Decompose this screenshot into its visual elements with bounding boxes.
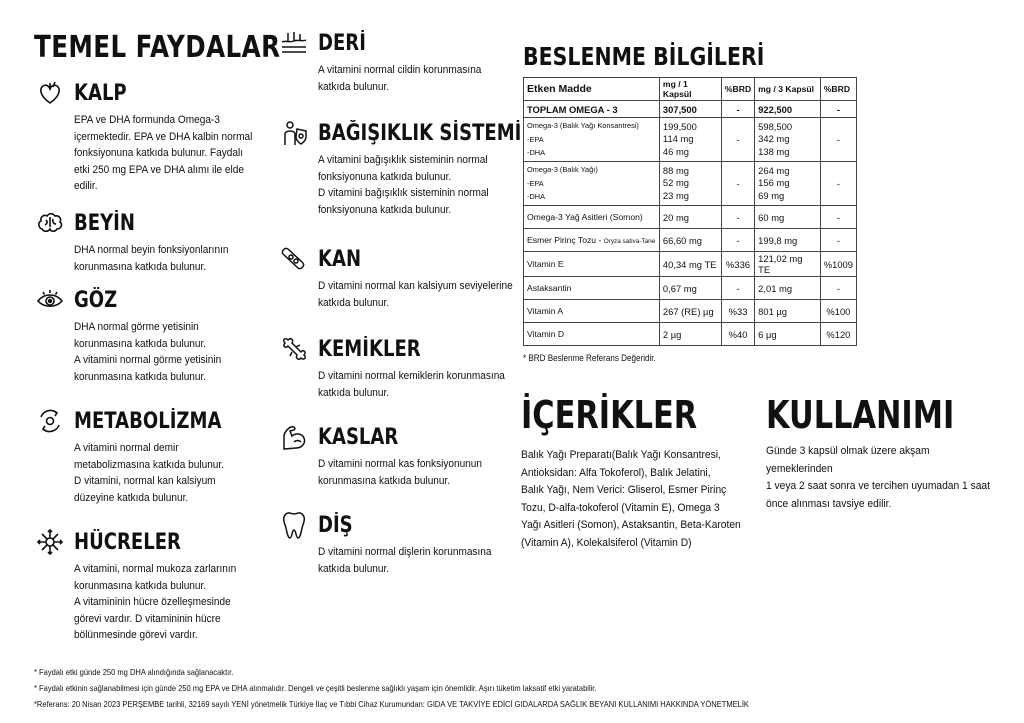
table-cell: - (721, 229, 754, 252)
section-text: DHA normal görme yetisinin korunmasına katkıda bulunur. A vitamini normal görme yetisinin korunmasına katkıda bulunur. (74, 321, 222, 383)
table-cell: 0,67 mg (659, 277, 721, 300)
section-title: BAĞIŞIKLIK SİSTEMİ (318, 120, 522, 146)
table-cell: 598,500 342 mg 138 mg (755, 118, 821, 162)
section-text: A vitamini bağışıklık sisteminin normal fonksiyonuna katkıda bulunur. D vitamini bağışıklık sisteminin normal fonksiyonuna katkıda bulunur. (318, 154, 489, 216)
table-cell: 922,500 (755, 101, 821, 118)
footnote: *Referans: 20 Nisan 2023 PERŞEMBE tarihli, 32169 sayılı YENİ yönetmelik Türkiye İlaç ve Tıbbi Cihaz Kurumundan: GIDA VE TAKVİYE EDİCİ GIDALARDA SAĞLIK BEYANI KULLANIMI HAKKINDA YÖNETMELİK (34, 699, 749, 709)
section-title: KALP (74, 80, 127, 106)
table-cell (524, 162, 660, 206)
table-header: mg / 1 Kapsül (659, 78, 721, 101)
immune-icon (278, 118, 310, 148)
cells-icon (34, 527, 66, 557)
section-title: DİŞ (318, 512, 353, 538)
table-cell: 2,01 mg (755, 277, 821, 300)
eye-icon (34, 285, 66, 315)
ingredients-title: İÇERİKLER (521, 393, 698, 437)
table-cell: - (721, 277, 754, 300)
table-cell: %33 (721, 300, 754, 323)
table-cell: 88 mg 52 mg 23 mg (659, 162, 721, 206)
table-cell: - (820, 206, 856, 229)
table-header: Etken Madde (524, 78, 660, 101)
section-text: D vitamini normal kan kalsiyum seviyelerine katkıda bulunur. (318, 280, 513, 309)
table-cell: 20 mg (659, 206, 721, 229)
table-cell: - (820, 162, 856, 206)
table-row (524, 162, 857, 206)
nutrition-title: BESLENME BİLGİLERİ (523, 42, 765, 71)
section-eye (34, 285, 294, 385)
table-cell: Omega-3 Yağ Asitleri (Somon) (524, 206, 660, 229)
table-cell: Vitamin D (524, 323, 660, 346)
table-cell: - (721, 101, 754, 118)
footnote: * Faydalı etki günde 250 mg DHA alındığında sağlanacaktır. (34, 667, 234, 677)
table-cell: Vitamin E (524, 252, 660, 277)
section-cells (34, 527, 294, 644)
table-cell: 6 µg (755, 323, 821, 346)
cell-sublabel: Oryza sativa-Tane (603, 238, 656, 245)
table-row (524, 252, 857, 277)
table-cell: 264 mg 156 mg 69 mg (755, 162, 821, 206)
section-title: KASLAR (318, 424, 399, 450)
nutrition-table (523, 77, 857, 346)
table-header: mg / 3 Kapsül (755, 78, 821, 101)
section-title: DERİ (318, 30, 366, 56)
table-cell: %100 (820, 300, 856, 323)
table-cell: %40 (721, 323, 754, 346)
table-cell: %336 (721, 252, 754, 277)
table-cell: - (721, 162, 754, 206)
usage-title: KULLANIMI (766, 393, 955, 437)
table-cell: 60 mg (755, 206, 821, 229)
ingredients-text: Balık Yağı Preparatı(Balık Yağı Konsantresi, Antioksidan: Alfa Tokoferol), Balık Jelatini, Balık Yağı, Nem Verici: Gliserol, Esmer Pirinç Tozu, D-alfa-tokoferol (Vitamin E), Omega 3 Yağı Asitleri (Somon), Astaksantin, Beta-Karoten (Vitamin A), Kolekalsiferol (Vitamin D) (521, 449, 741, 549)
table-cell: 199,8 mg (755, 229, 821, 252)
section-heart (34, 78, 294, 195)
table-cell: 2 µg (659, 323, 721, 346)
table-cell: - (820, 101, 856, 118)
table-cell: %120 (820, 323, 856, 346)
section-text: D vitamini normal kemiklerin korunmasına katkıda bulunur. (318, 370, 505, 399)
cell-label: Esmer Pirinç Tozu - (527, 235, 604, 245)
section-title: BEYİN (74, 210, 135, 236)
table-cell: 121,02 mg TE (755, 252, 821, 277)
table-row (524, 118, 857, 162)
heart-icon (34, 78, 66, 108)
page-title: TEMEL FAYDALAR (34, 30, 281, 65)
table-cell: - (820, 118, 856, 162)
cell-label: Omega-3 (Balık Yağı) -EPA -DHA (527, 165, 598, 202)
table-cell: 267 (RE) µg (659, 300, 721, 323)
table-row (524, 206, 857, 229)
section-text: A vitamini normal cildin korunmasına katkıda bulunur. (318, 64, 482, 93)
section-text: DHA normal beyin fonksiyonlarının korunmasına katkıda bulunur. (74, 244, 229, 273)
brain-icon (34, 208, 66, 238)
tooth-icon (278, 510, 310, 540)
usage-text: Günde 3 kapsül olmak üzere akşam yemeklerinden 1 veya 2 saat sonra ve tercihen uyumadan 1 saat önce alınması tavsiye edilir. (766, 445, 990, 510)
table-cell: - (820, 277, 856, 300)
section-text: A vitamini, normal mukoza zarlarının korunmasına katkıda bulunur. A vitamininin hücre özelleşmesinde görevi vardır. D vitamininin hücre bölünmesinde görevi vardır. (74, 563, 237, 642)
table-cell: %1009 (820, 252, 856, 277)
table-cell: 40,34 mg TE (659, 252, 721, 277)
table-row (524, 101, 857, 118)
section-brain (34, 208, 294, 275)
section-title: HÜCRELER (74, 529, 181, 555)
table-cell (524, 229, 660, 252)
table-cell: - (820, 229, 856, 252)
section-tooth (278, 510, 538, 577)
table-cell: TOPLAM OMEGA - 3 (524, 101, 660, 118)
section-muscles (278, 422, 538, 489)
table-cell: 66,60 mg (659, 229, 721, 252)
section-text: A vitamini normal demir metabolizmasına katkıda bulunur. D vitamini, normal kan kalsiyum düzeyine katkıda bulunur. (74, 442, 225, 504)
section-title: METABOLİZMA (74, 408, 222, 434)
brd-note: * BRD Beslenme Referans Değeridir. (523, 353, 656, 363)
table-row (524, 229, 857, 252)
section-title: GÖZ (74, 287, 118, 313)
table-row (524, 323, 857, 346)
section-skin (278, 28, 538, 95)
table-cell: - (721, 206, 754, 229)
section-metabolism (34, 406, 294, 506)
section-blood (278, 244, 538, 311)
table-cell: 307,500 (659, 101, 721, 118)
section-text: D vitamini normal kas fonksiyonunun korunmasına katkıda bulunur. (318, 458, 482, 487)
footnote: * Faydalı etkinin sağlanabilmesi için günde 250 mg EPA ve DHA alınmalıdır. Dengeli ve çeşitli beslenme sağlıklı yaşam için önemlidir. Aşırı tüketim laksatif etki yaratabilir. (34, 683, 597, 693)
table-cell: 199,500 114 mg 46 mg (659, 118, 721, 162)
table-cell (524, 118, 660, 162)
table-header: %BRD (721, 78, 754, 101)
table-row (524, 277, 857, 300)
table-cell: Vitamin A (524, 300, 660, 323)
section-title: KAN (318, 246, 362, 272)
table-header-row (524, 78, 857, 101)
skin-icon (278, 28, 310, 58)
table-header: %BRD (820, 78, 856, 101)
muscle-icon (278, 422, 310, 452)
bone-icon (278, 334, 310, 364)
section-bones (278, 334, 538, 401)
table-cell: 801 µg (755, 300, 821, 323)
table-row (524, 300, 857, 323)
blood-icon (278, 244, 310, 274)
table-cell: - (721, 118, 754, 162)
section-text: EPA ve DHA formunda Omega-3 içermektedir. EPA ve DHA kalbin normal fonksiyonuna katkıda bulunur. Faydalı etki 250 mg EPA ve DHA alımı ile elde edilir. (74, 114, 253, 193)
section-text: D vitamini normal dişlerin korunmasına katkıda bulunur. (318, 546, 492, 575)
metabolism-icon (34, 406, 66, 436)
table-cell: Astaksantin (524, 277, 660, 300)
cell-label: Omega-3 (Balık Yağı Konsantresi) -EPA -DHA (527, 121, 639, 158)
section-title: KEMİKLER (318, 336, 421, 362)
